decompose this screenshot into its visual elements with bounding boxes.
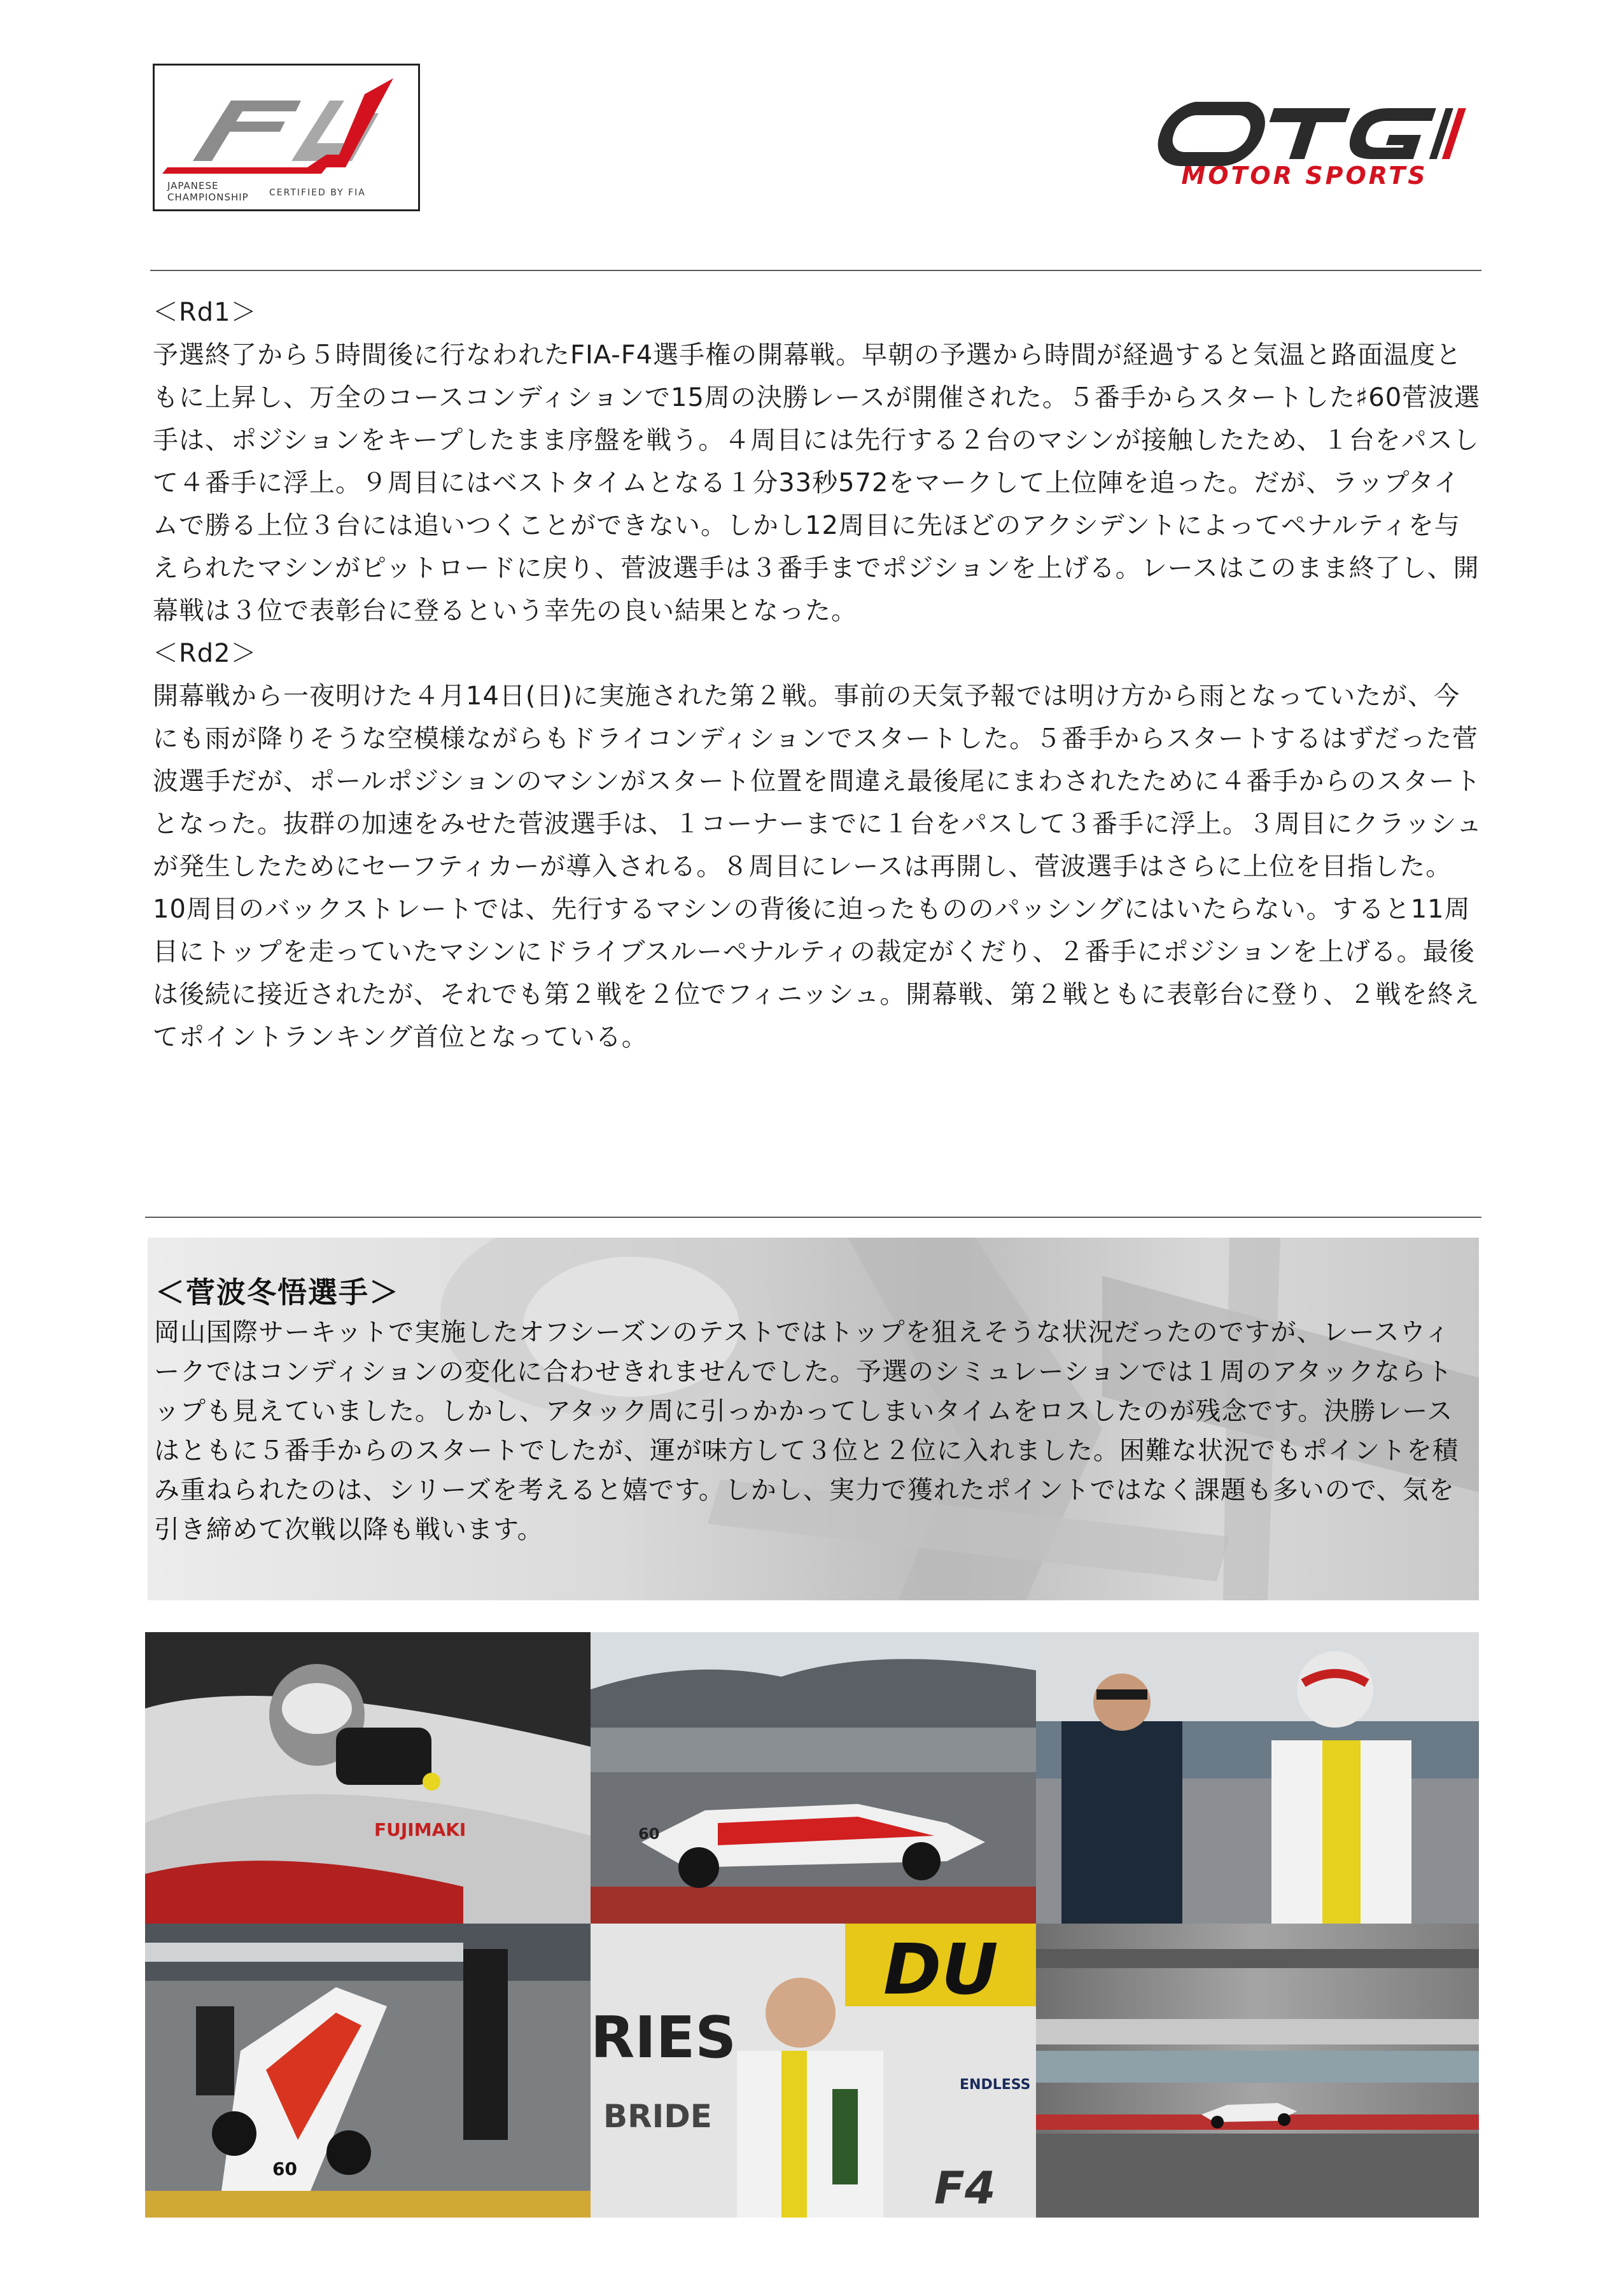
comment-title: ＜菅波冬悟選手＞ xyxy=(155,1275,400,1310)
rd1-heading: ＜Rd1＞ xyxy=(153,298,257,327)
f4-logo-subtitle xyxy=(167,180,249,203)
driver-comment-box xyxy=(148,1238,1479,1600)
photo-driver-with-team xyxy=(1036,1632,1479,1924)
rd2-heading: ＜Rd2＞ xyxy=(153,639,257,668)
photo-grid-car-number: 60 xyxy=(272,2158,297,2179)
comment-text: 岡山国際サーキットで実施したオフシーズンのテストではトップを狙えそうな状況だったのですが、レースウィークではコンディションの変化に合わせきれませんでした。予選のシミュレーションでは１周のアタックならトップも見えていました。しかし、アタック周に引っかかってしまいタイムをロスしたのが残念です。決勝レースはともに５番手からのスタートでしたが、運が味方して３位と２位に入れました。困難な状況でもポイントを積み重ねられたのは、シリーズを考えると嬉です。しかし、実力で獲れたポイントではなく課題も多いので、気を引き締めて次戦以降も戦います。 xyxy=(154,1318,1459,1544)
photo-podium-banner-endless: ENDLESS xyxy=(960,2077,1031,2093)
f4-championship-logo xyxy=(153,64,420,211)
race-report xyxy=(153,291,1483,1059)
photo-podium-banner-du: DU xyxy=(883,1929,998,2010)
f4-logo-certified: CERTIFIED BY FIA xyxy=(269,188,366,198)
photo-podium-banner-bride: BRIDE xyxy=(603,2098,712,2135)
otg-logo-subtitle: MOTOR SPORTS xyxy=(1181,162,1428,190)
photo-podium-banner-f4: F4 xyxy=(934,2162,996,2214)
top-divider xyxy=(150,270,1481,271)
photo-podium xyxy=(591,1924,1036,2218)
photo-track-car-number: 60 xyxy=(638,1825,660,1843)
rd1-paragraph: 予選終了から５時間後に行なわれたFIA-F4選手権の開幕戦。早朝の予選から時間が経過すると気温と路面温度ともに上昇し、万全のコースコンディションで15周の決勝レースが開催された。５番手からスタートした♯60菅波選手は、ポジションをキープしたまま序盤を戦う。４周目には先行する２台のマシンが接触したため、１台をパスして４番手に浮上。９周目にはベストタイムとなる１分33秒572をマークして上位陣を追った。だが、ラップタイムで勝る上位３台には追いつくことができない。しかし12周目に先ほどのアクシデントによってペナルティを与えられたマシンがピットロードに戻り、菅波選手は３番手までポジションを上げる。レースはこのまま終了し、開幕戦は３位で表彰台に登るという幸先の良い結果となった。 xyxy=(153,340,1481,625)
photo-starting-grid xyxy=(145,1924,591,2218)
mid-divider xyxy=(145,1217,1481,1218)
photo-cockpit xyxy=(145,1632,591,1924)
f4-logo-subtitle-line2: CHAMPIONSHIP xyxy=(167,192,249,203)
rd2-paragraph: 開幕戦から一夜明けた４月14日(日)に実施された第２戦。事前の天気予報では明け方から雨となっていたが、今にも雨が降りそうな空模様ながらもドライコンディションでスタートした。５番手からスタートするはずだった菅波選手だが、ポールポジションのマシンがスタート位置を間違え最後尾にまわされたために４番手からのスタートとなった。抜群の加速をみせた菅波選手は、１コーナーまでに１台をパスして３番手に浮上。３周目にクラッシュが発生したためにセーフティカーが導入される。８周目にレースは再開し、菅波選手はさらに上位を目指した。10周目のバックストレートでは、先行するマシンの背後に迫ったもののパッシングにはいたらない。すると11周目にトップを走っていたマシンにドライブスルーペナルティの裁定がくだり、２番手にポジションを上げる。最後は後続に接近されたが、それでも第２戦を２位でフィニッシュ。開幕戦、第２戦ともに表彰台に登り、２戦を終えてポイントランキング首位となっている。 xyxy=(153,681,1483,1052)
photo-car-on-track xyxy=(591,1632,1036,1924)
f4-logo-subtitle-line1: JAPANESE xyxy=(167,180,219,192)
photo-motion-blur xyxy=(1036,1924,1479,2218)
photo-grid xyxy=(145,1632,1479,2218)
photo-podium-banner-ries: RIES xyxy=(591,2004,737,2071)
photo-cockpit-sponsor: FUJIMAKI xyxy=(374,1819,466,1840)
